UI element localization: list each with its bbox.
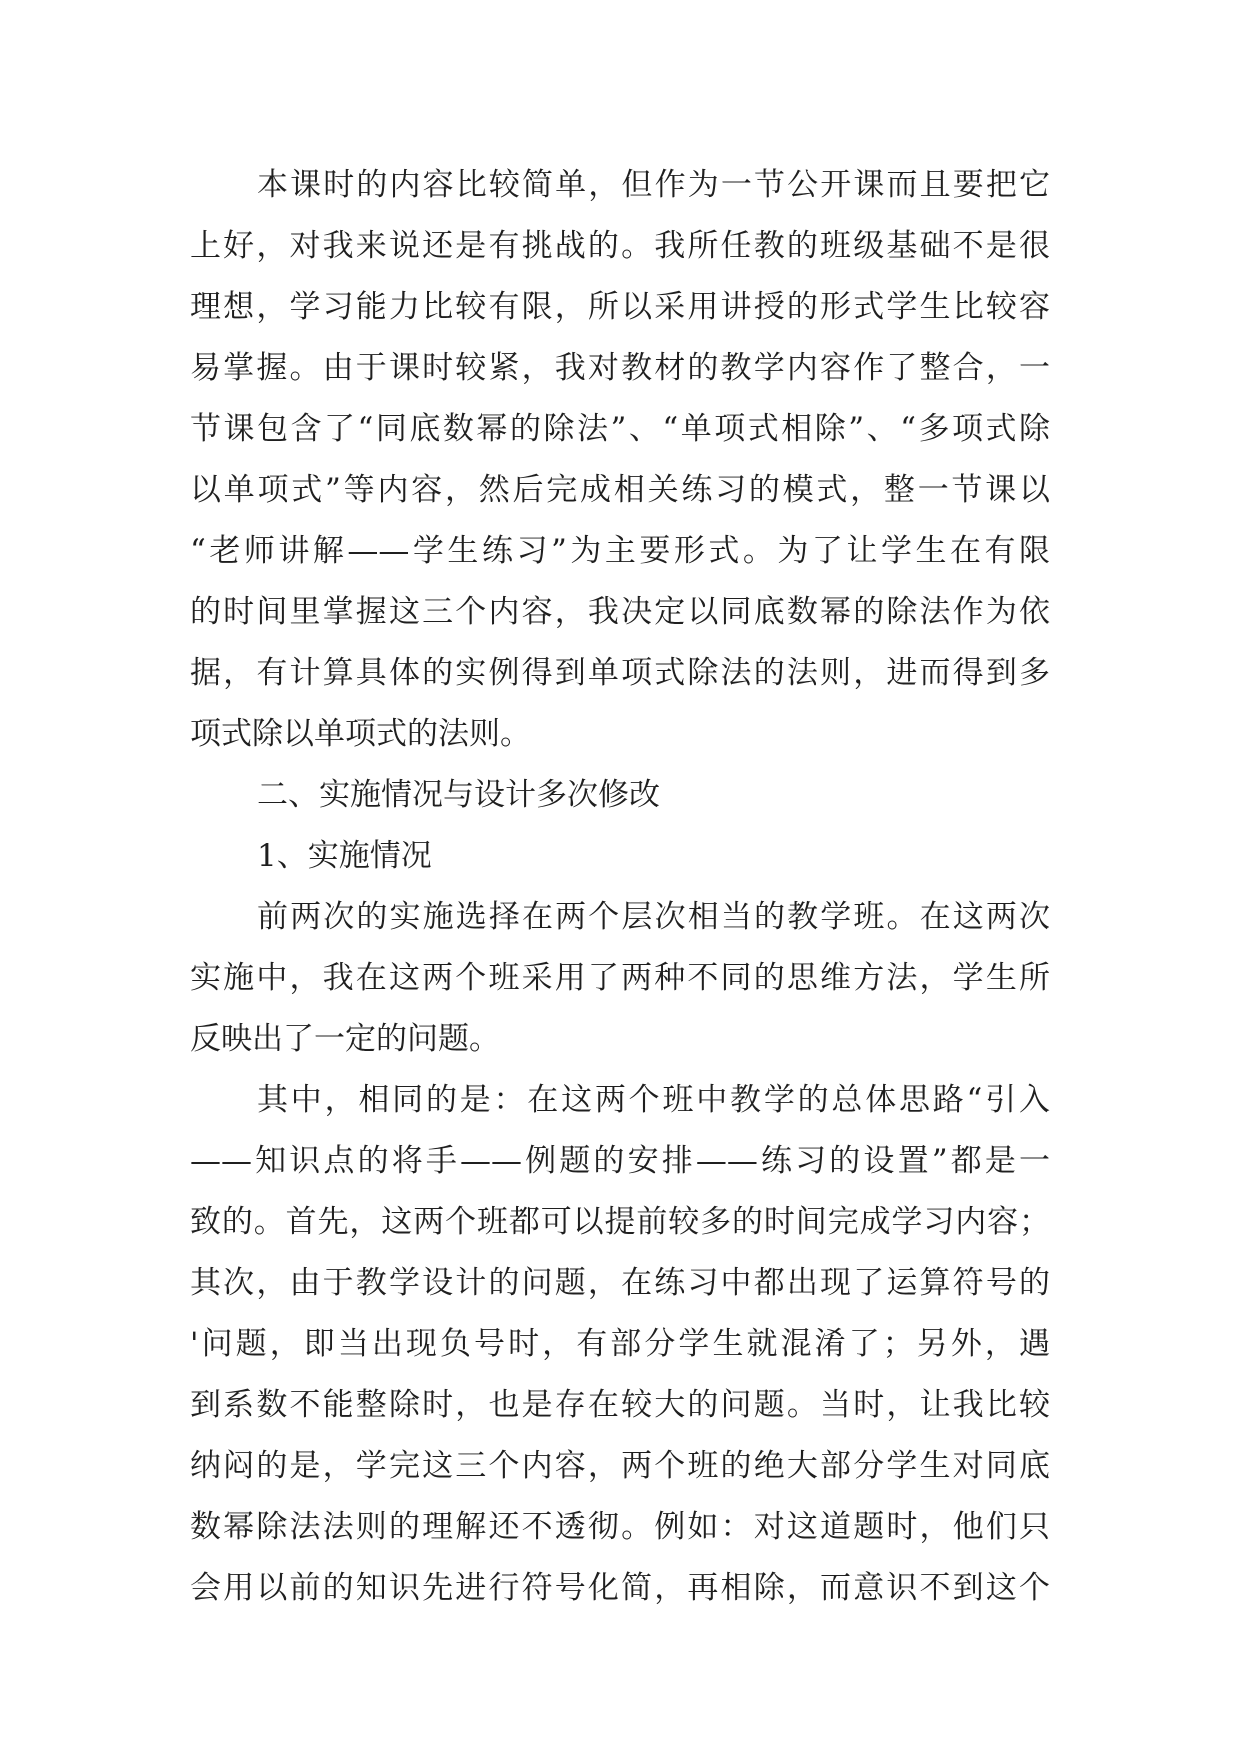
text-line: 会用以前的知识先进行符号化简，再相除，而意识不到这个 [190, 1570, 1050, 1606]
text-line: 二、实施情况与设计多次修改 [257, 777, 660, 813]
text-line: 其中，相同的是：在这两个班中教学的总体思路“引入 [257, 1082, 1050, 1118]
text-line: 易掌握。由于课时较紧，我对教材的教学内容作了整合，一 [190, 350, 1050, 386]
text-line: 的时间里掌握这三个内容，我决定以同底数幂的除法作为依 [190, 594, 1050, 630]
text-line: 数幂除法法则的理解还不透彻。例如：对这道题时，他们只 [190, 1509, 1050, 1545]
text-line: 纳闷的是，学完这三个内容，两个班的绝大部分学生对同底 [190, 1448, 1050, 1484]
text-line: 项式除以单项式的法则。 [190, 716, 531, 752]
text-line: 据，有计算具体的实例得到单项式除法的法则，进而得到多 [190, 655, 1050, 691]
text-line: 本课时的内容比较简单，但作为一节公开课而且要把它 [257, 167, 1050, 203]
text-line: 上好，对我来说还是有挑战的。我所任教的班级基础不是很 [190, 228, 1050, 264]
text-line: 致的。首先，这两个班都可以提前较多的时间完成学习内容； [190, 1204, 1050, 1240]
text-line: “老师讲解——学生练习”为主要形式。为了让学生在有限 [190, 533, 1050, 569]
text-line: 反映出了一定的问题。 [190, 1021, 500, 1057]
text-line: 1、实施情况 [257, 838, 432, 874]
text-line: ——知识点的将手——例题的安排——练习的设置”都是一 [190, 1143, 1050, 1179]
text-line: 实施中，我在这两个班采用了两种不同的思维方法，学生所 [190, 960, 1050, 996]
text-line: 到系数不能整除时，也是存在较大的问题。当时，让我比较 [190, 1387, 1050, 1423]
text-line: 理想，学习能力比较有限，所以采用讲授的形式学生比较容 [190, 289, 1050, 325]
text-line: '问题，即当出现负号时，有部分学生就混淆了；另外，遇 [190, 1326, 1050, 1362]
body-text [190, 155, 1050, 1619]
text-line: 以单项式”等内容，然后完成相关练习的模式，整一节课以 [190, 472, 1050, 508]
text-line: 其次，由于教学设计的问题，在练习中都出现了运算符号的 [190, 1265, 1050, 1301]
text-line: 前两次的实施选择在两个层次相当的教学班。在这两次 [257, 899, 1050, 935]
text-line: 节课包含了“同底数幂的除法”、“单项式相除”、“多项式除 [190, 411, 1050, 447]
